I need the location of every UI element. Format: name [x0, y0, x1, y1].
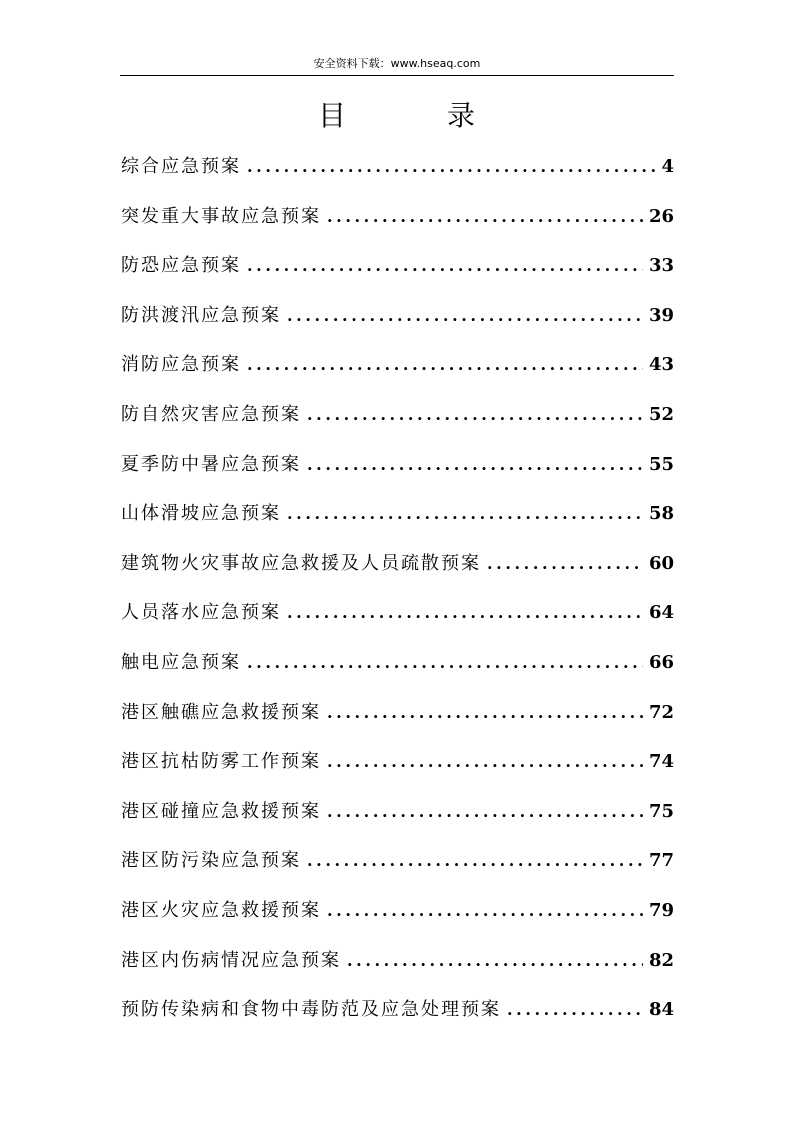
- toc-entry-label: 人员落水应急预案: [121, 602, 281, 624]
- toc-leader-dots: [287, 299, 643, 333]
- toc-entry-label: 港区防污染应急预案: [121, 850, 301, 872]
- toc-entry-label: 综合应急预案: [121, 156, 241, 177]
- toc-entry-label: 港区内伤病情况应急预案: [121, 949, 341, 971]
- toc-leader-dots: [327, 894, 643, 928]
- toc-entry-label: 防自然灾害应急预案: [121, 403, 301, 425]
- toc-entry-page: 72: [648, 701, 674, 723]
- toc-entry-page: 84: [648, 999, 674, 1021]
- page-header: [120, 55, 674, 76]
- toc-entry[interactable]: [121, 348, 674, 398]
- header-text: 安全资料下载：www.hseaq.com: [313, 57, 481, 70]
- toc-leader-dots: [347, 944, 643, 978]
- toc-entry[interactable]: [121, 894, 674, 944]
- toc-entry-page: 60: [648, 552, 674, 574]
- toc-entry-label: 港区火灾应急救援预案: [121, 899, 321, 921]
- toc-entry[interactable]: [121, 448, 674, 498]
- toc-entry-label: 防恐应急预案: [121, 255, 241, 277]
- toc-entry-label: 港区抗枯防雾工作预案: [121, 751, 321, 773]
- toc-entry-page: 75: [648, 800, 674, 822]
- toc-leader-dots: [327, 795, 643, 829]
- toc-leader-dots: [247, 249, 643, 283]
- toc-leader-dots: [307, 398, 643, 432]
- toc-entry-page: 33: [648, 255, 674, 277]
- toc-entry[interactable]: [121, 745, 674, 795]
- toc-leader-dots: [247, 150, 655, 184]
- toc-leader-dots: [307, 448, 643, 482]
- toc-entry-page: 82: [648, 949, 674, 971]
- toc-entry-label: 预防传染病和食物中毒防范及应急处理预案: [121, 999, 501, 1021]
- toc-entry-page: 55: [648, 453, 674, 475]
- toc-entry[interactable]: [121, 993, 674, 1043]
- toc-entry-page: 26: [648, 205, 674, 227]
- toc-entry-label: 消防应急预案: [121, 354, 241, 376]
- toc-entry[interactable]: [121, 795, 674, 845]
- toc-entry-label: 夏季防中暑应急预案: [121, 453, 301, 475]
- toc-leader-dots: [327, 745, 643, 779]
- toc-entry[interactable]: [121, 497, 674, 547]
- toc-leader-dots: [327, 696, 643, 730]
- toc-leader-dots: [507, 993, 643, 1027]
- toc-entry[interactable]: [121, 844, 674, 894]
- toc-entry[interactable]: [121, 150, 674, 200]
- toc-entry-page: 4: [661, 156, 674, 177]
- toc-entry[interactable]: [121, 944, 674, 994]
- toc-leader-dots: [327, 200, 643, 234]
- toc-entry-page: 77: [648, 850, 674, 872]
- toc-entry[interactable]: [121, 596, 674, 646]
- toc-entry-page: 39: [648, 304, 674, 326]
- toc-entry-label: 建筑物火灾事故应急救援及人员疏散预案: [121, 552, 481, 574]
- toc-leader-dots: [287, 497, 643, 531]
- page-title: 目 录: [318, 99, 521, 132]
- toc-entry-label: 港区碰撞应急救援预案: [121, 800, 321, 822]
- toc-entry-label: 触电应急预案: [121, 651, 241, 673]
- toc-entry-label: 突发重大事故应急预案: [121, 205, 321, 227]
- toc-entry-page: 58: [648, 503, 674, 525]
- toc-entry[interactable]: [121, 299, 674, 349]
- toc-entry[interactable]: [121, 547, 674, 597]
- toc-entry-page: 43: [648, 354, 674, 376]
- toc-entry-page: 64: [648, 602, 674, 624]
- toc-entry[interactable]: [121, 249, 674, 299]
- toc-leader-dots: [247, 646, 643, 680]
- table-of-contents: [121, 150, 674, 1043]
- toc-entry[interactable]: [121, 200, 674, 250]
- toc-leader-dots: [307, 844, 643, 878]
- toc-entry-page: 52: [648, 403, 674, 425]
- toc-entry-label: 港区触礁应急救援预案: [121, 701, 321, 723]
- toc-leader-dots: [287, 596, 643, 630]
- toc-entry-label: 山体滑坡应急预案: [121, 503, 281, 525]
- toc-entry-label: 防洪渡汛应急预案: [121, 304, 281, 326]
- toc-entry-page: 79: [648, 899, 674, 921]
- toc-entry[interactable]: [121, 696, 674, 746]
- toc-entry[interactable]: [121, 646, 674, 696]
- toc-entry-page: 66: [648, 651, 674, 673]
- toc-entry-page: 74: [648, 751, 674, 773]
- toc-leader-dots: [487, 547, 643, 581]
- toc-leader-dots: [247, 348, 643, 382]
- toc-entry[interactable]: [121, 398, 674, 448]
